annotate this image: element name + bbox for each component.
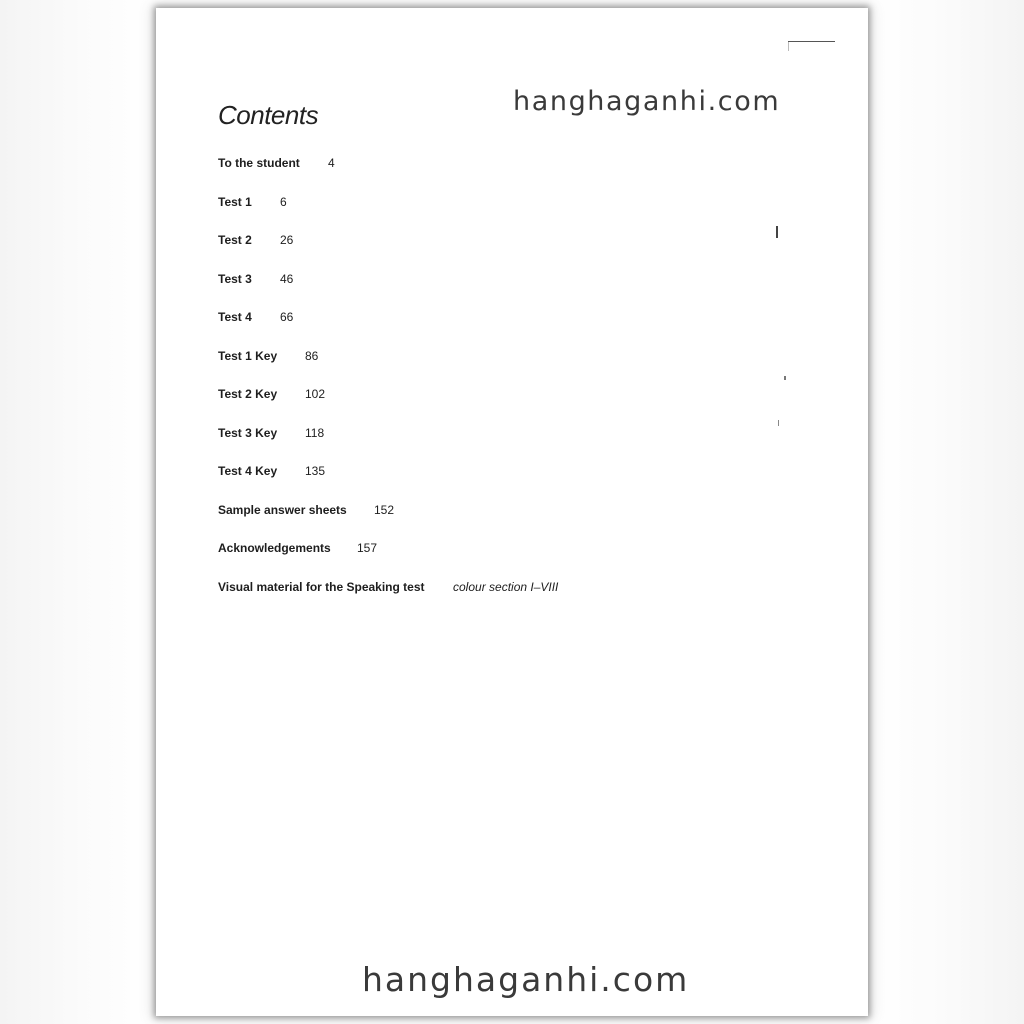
toc-entry-page: colour section I–VIII [453, 580, 559, 594]
toc-entry-label: Visual material for the Speaking test [218, 580, 425, 594]
toc-entry-page: 152 [374, 503, 395, 517]
toc-entry [218, 462, 325, 480]
toc-entry-label: Sample answer sheets [218, 503, 347, 517]
toc-entry-page: 118 [305, 426, 325, 440]
corner-rule [788, 41, 835, 42]
toc-entry-page: 102 [305, 387, 326, 401]
toc-entry [218, 193, 287, 211]
toc-entry-label: Acknowledgements [218, 541, 331, 555]
corner-tick [788, 42, 789, 51]
toc-entry [218, 154, 335, 172]
page-title: Contents [218, 100, 319, 130]
toc-entry [218, 539, 377, 557]
scan-mark [784, 376, 786, 380]
toc-entry-page: 4 [328, 156, 335, 170]
toc-entry-label: Test 1 Key [218, 349, 278, 363]
toc-entry-page: 86 [305, 349, 319, 363]
toc-entry-page: 46 [280, 272, 294, 286]
toc-entry [218, 385, 325, 403]
document-page [156, 8, 868, 1016]
toc-entry [218, 578, 558, 596]
toc-entry-page: 26 [280, 233, 294, 247]
watermark-top: hanghaganhi.com [513, 86, 781, 117]
toc-entry-label: Test 3 Key [218, 426, 278, 440]
toc-entry-label: Test 2 Key [218, 387, 278, 401]
watermark-bottom: hanghaganhi.com [362, 960, 690, 999]
toc-entry [218, 308, 293, 326]
toc-entry [218, 424, 324, 442]
scan-mark [776, 226, 778, 238]
toc-entry-label: Test 1 [218, 195, 252, 209]
toc-entry-label: Test 4 Key [218, 464, 278, 478]
toc-entry-label: Test 3 [218, 272, 252, 286]
toc-entry [218, 501, 394, 519]
toc-entry-page: 6 [280, 195, 287, 209]
toc-entry [218, 347, 318, 365]
toc-entry-label: Test 2 [218, 233, 252, 247]
toc-entry-page: 135 [305, 464, 326, 478]
scan-mark [778, 420, 779, 426]
toc-entry-page: 157 [357, 541, 378, 555]
toc-entry [218, 270, 293, 288]
toc-entry-page: 66 [280, 310, 294, 324]
toc-entry [218, 231, 293, 249]
toc-entry-label: To the student [218, 156, 300, 170]
toc-entry-label: Test 4 [218, 310, 252, 324]
